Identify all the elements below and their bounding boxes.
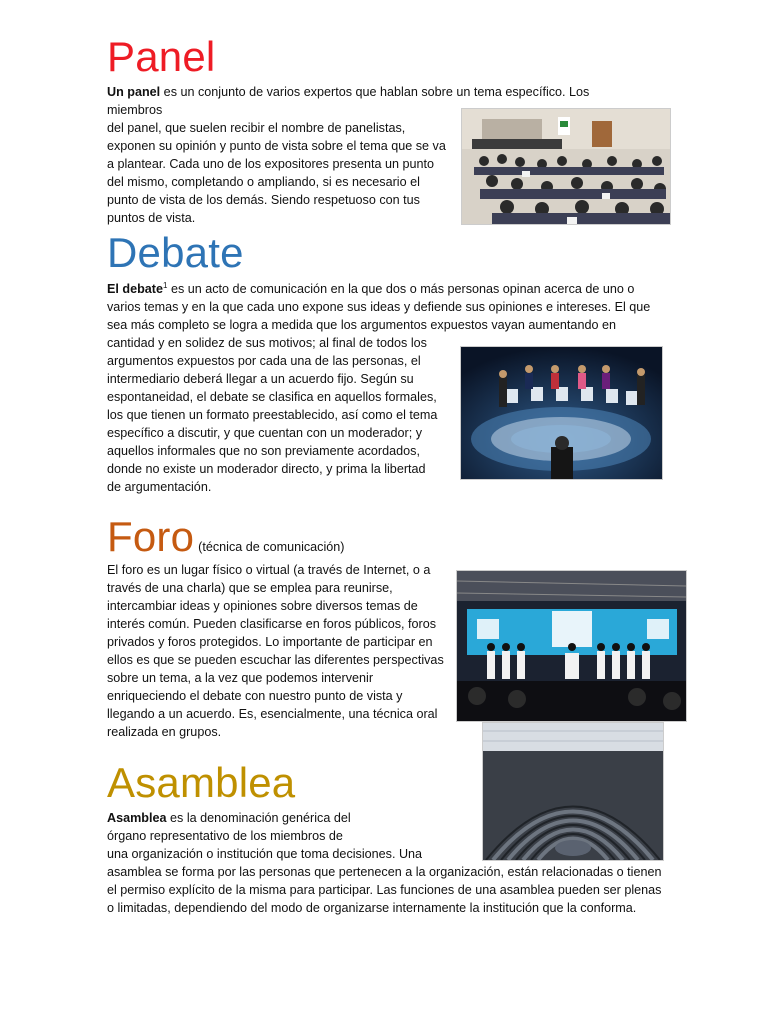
panel-line-5: del mismo, completando o ampliando, si es necesario el bbox=[107, 175, 420, 189]
asamblea-line-6: o limitadas, dependiendo del modo de organizarse internamente la institución que la conforma. bbox=[107, 901, 637, 915]
debate-line-8: los que tienen un formato preestablecido, así como el tema bbox=[107, 408, 438, 422]
debate-line-9: específico a discutir, y que cuentan con un moderador; y bbox=[107, 426, 423, 440]
debate-photo bbox=[460, 346, 663, 480]
debate-line-12: de argumentación. bbox=[107, 480, 212, 494]
asamblea-line-1 bbox=[107, 809, 467, 827]
panel-photo bbox=[461, 108, 671, 225]
debate-line-4: cantidad y en solidez de sus motivos; al final de todos los bbox=[107, 336, 427, 350]
panel-line-2: del panel, que suelen recibir el nombre de panelistas, bbox=[107, 121, 406, 135]
asamblea-heading: Asamblea bbox=[107, 759, 296, 806]
panel-line-1-text: es un conjunto de varios expertos que hablan sobre un tema específico. Los miembros bbox=[107, 85, 590, 117]
debate-heading: Debate bbox=[107, 229, 244, 276]
panel-line-4: a plantear. Cada uno de los expositores presenta un punto bbox=[107, 157, 434, 171]
foro-line-2: través de una charla) que se emplea para reunirse, bbox=[107, 581, 393, 595]
foro-paragraph bbox=[107, 561, 452, 741]
foro-line-4: interés común. Pueden clasificarse en foros públicos, foros bbox=[107, 617, 437, 631]
asamblea-line-2: órgano representativo de los miembros de bbox=[107, 829, 343, 843]
asamblea-line-5: el permiso explícito de la misma para participar. Las funciones de una asamblea pueden ser plenas bbox=[107, 883, 662, 897]
asamblea-photo bbox=[482, 722, 664, 861]
debate-line-7: espontaneidad, el debate se clasifica en aquellos formales, bbox=[107, 390, 437, 404]
panel-line-6: punto de vista de los demás. Siendo respetuoso con tus bbox=[107, 193, 420, 207]
foro-heading: Foro bbox=[107, 513, 195, 560]
debate-line-1 bbox=[107, 280, 667, 298]
foro-photo bbox=[456, 570, 687, 722]
foro-line-1: El foro es un lugar físico o virtual (a través de Internet, o a bbox=[107, 563, 431, 577]
foro-line-3: intercambiar ideas y opiniones sobre diversos temas de bbox=[107, 599, 418, 613]
foro-line-5: privados y foros protegidos. Lo importante de participar en bbox=[107, 635, 433, 649]
debate-line-11: donde no existe un moderador directo, y prima la libertad bbox=[107, 462, 426, 476]
foro-line-9: llegando a un acuerdo. Es, esencialmente, una técnica oral bbox=[107, 707, 438, 721]
foro-heading-row bbox=[107, 513, 345, 560]
foro-subtitle: (técnica de comunicación) bbox=[198, 540, 345, 554]
foro-line-8: enriqueciendo el debate con nuestro punto de vista y bbox=[107, 689, 403, 703]
panel-heading: Panel bbox=[107, 33, 216, 80]
asamblea-line-4: asamblea se forma por las personas que pertenecen a la organización, están relacionadas o tienen bbox=[107, 865, 662, 879]
debate-line-10: aquellos informales que no son previamente acordados, bbox=[107, 444, 420, 458]
panel-line-3: exponen su opinión y punto de vista sobre el tema que se va bbox=[107, 139, 446, 153]
debate-line-1-text: es un acto de comunicación en la que dos o más personas opinan acerca de uno o bbox=[167, 282, 635, 296]
debate-line-5: argumentos expuestos por cada una de las personas, el bbox=[107, 354, 421, 368]
debate-line-3: sea más completo se logra a medida que los argumentos expuestos vayan aumentando en bbox=[107, 318, 616, 332]
panel-line-7: puntos de vista. bbox=[107, 211, 196, 225]
asamblea-paragraph-intro bbox=[107, 809, 467, 863]
debate-footnote-marker: 1 bbox=[163, 280, 168, 290]
asamblea-line-1-text: es la denominación genérica del bbox=[166, 811, 351, 825]
foro-line-6: ellos es que se pueden escuchar las diferentes perspectivas bbox=[107, 653, 444, 667]
asamblea-lead-term: Asamblea bbox=[107, 811, 167, 825]
foro-line-7: sobre un tema, a la vez que podemos intervenir bbox=[107, 671, 374, 685]
asamblea-paragraph-full bbox=[107, 863, 687, 917]
debate-line-2: varios temas y en la que cada uno expone sus ideas y defiende sus opiniones e intereses. El que bbox=[107, 300, 651, 314]
panel-lead-term: Un panel bbox=[107, 85, 161, 99]
foro-line-10: realizada en grupos. bbox=[107, 725, 222, 739]
debate-lead-term: El debate bbox=[107, 282, 163, 296]
asamblea-line-3: una organización o institución que toma decisiones. Una bbox=[107, 847, 423, 861]
debate-line-6: intermediario deberá llegar a un acuerdo fijo. Según su bbox=[107, 372, 414, 386]
